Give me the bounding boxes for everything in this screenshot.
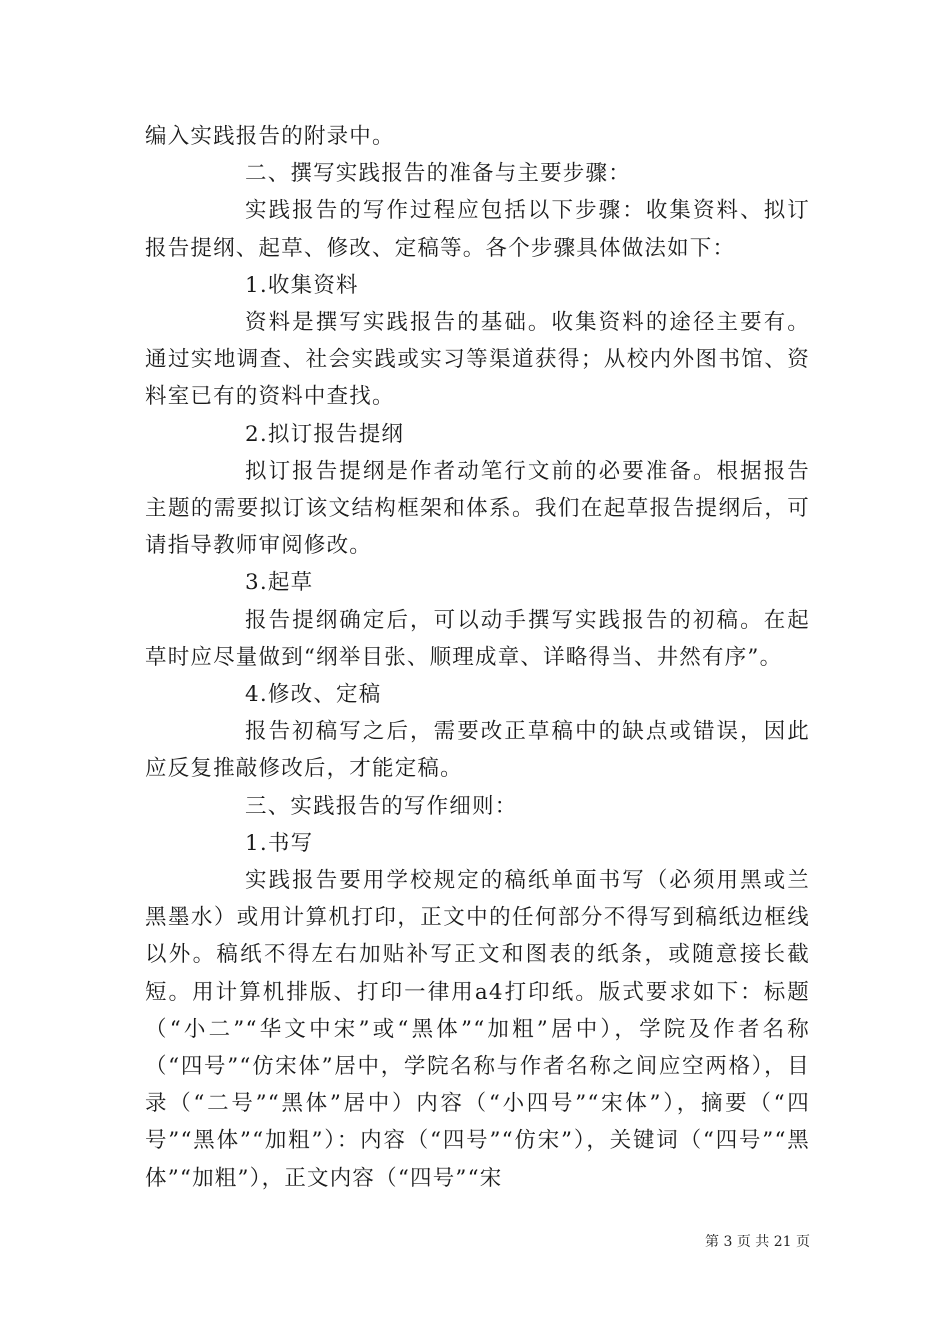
subheading-writing: 1.书写 — [245, 830, 314, 856]
subheading-collect-materials: 1.收集资料 — [245, 272, 359, 298]
subheading-outline: 2.拟订报告提纲 — [245, 421, 405, 447]
page-number: 第 3 页 共 21 页 — [705, 1234, 810, 1250]
section-heading-2: 二、撰写实践报告的准备与主要步骤： — [245, 161, 631, 187]
paragraph-outline: 拟订报告提纲是作者动笔行文前的必要准备。根据报告主题的需要拟订该文结构框架和体系。我们在起草报告提纲后，可请指导教师审阅修改。 — [145, 458, 810, 559]
paragraph-1: 编入实践报告的附录中。 — [145, 124, 395, 149]
paragraph-collect-materials: 资料是撰写实践报告的基础。收集资料的途径主要有。通过实地调查、社会实践或实习等渠道获得；从校内外图书馆、资料室已有的资料中查找。 — [145, 310, 810, 410]
paragraph-steps-intro: 实践报告的写作过程应包括以下步骤：收集资料、拟订报告提纲、起草、修改、定稿等。各个步骤具体做法如下： — [145, 198, 810, 261]
document-body — [145, 118, 810, 1197]
subheading-draft: 3.起草 — [245, 570, 314, 596]
subheading-revise: 4.修改、定稿 — [245, 682, 382, 708]
paragraph-draft: 报告提纲确定后，可以动手撰写实践报告的初稿。在起草时应尽量做到“纲举目张、顺理成章、详略得当、井然有序”。 — [145, 607, 810, 670]
paragraph-writing-rules: 实践报告要用学校规定的稿纸单面书写（必须用黑或兰黑墨水）或用计算机打印，正文中的任何部分不得写到稿纸边框线以外。稿纸不得左右加贴补写正文和图表的纸条，或随意接长截短。用计算机排版、打印一律用a4打印纸。版式要求如下：标题（“小二”“华文中宋”或“黑体”“加粗”居中），学院及作者名称（“四号”“仿宋体”居中，学院名称与作者名称之间应空两格），目录（“二号”“黑体”居中）内容（“小四号”“宋体”），摘要（“四号”“黑体”“加粗”）：内容（“四号”“仿宋”），关键词（“四号”“黑体”“加粗”），正文内容（“四号”“宋 — [145, 868, 810, 1191]
section-heading-3: 三、实践报告的写作细则： — [245, 793, 518, 819]
paragraph-revise: 报告初稿写之后，需要改正草稿中的缺点或错误，因此应反复推敲修改后，才能定稿。 — [145, 719, 810, 782]
